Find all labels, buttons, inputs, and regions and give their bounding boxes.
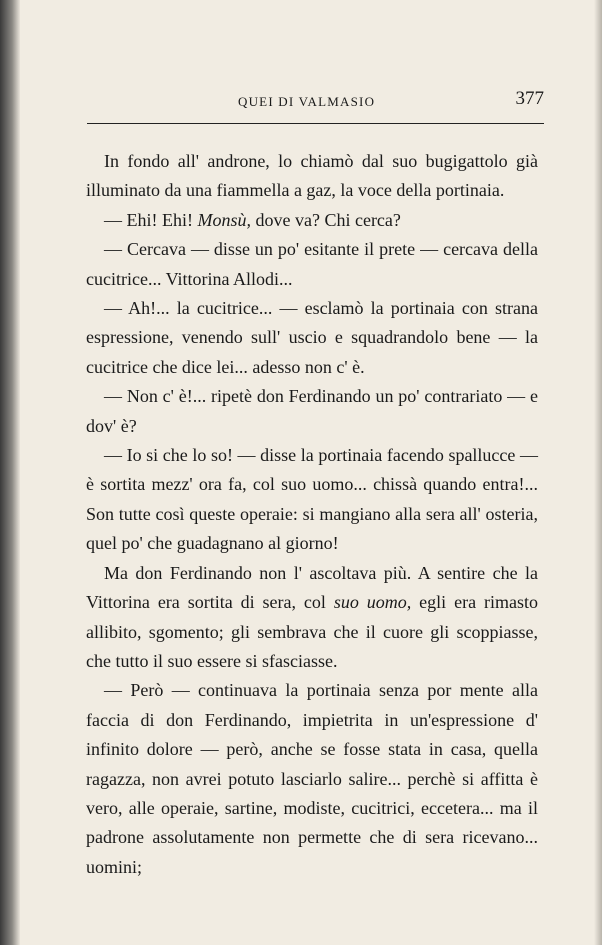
paragraph [86,206,538,235]
paragraph-text: egli era rimasto allibito, sgomento; gli sembrava che il cuore gli scoppiasse, che tutto il suo essere si sfasciasse. [86,592,538,671]
paragraph [86,441,538,559]
paragraph-text: — Non c' è!... ripetè don Ferdinando un po' contrariato — e dov' è? [86,386,538,436]
paragraph [86,294,538,382]
running-head [88,88,544,116]
paragraph [86,147,538,206]
page-edge-shadow [0,0,20,945]
paragraph [86,382,538,441]
paragraph-text: — Cercava — disse un po' esitante il prete — cercava della cucitrice... Vittorina Allodi... [86,239,538,289]
paragraph-text: — Però — continuava la portinaia senza por mente alla faccia di don Ferdinando, impietrita in un'espressione d' infinito dolore — però, anche se fosse stata in casa, quella ragazza, non avrei potuto lasciarlo salire... perchè si affitta è vero, alle operaie, sartine, modiste, cucitrici, eccetera... ma il padrone assolutamente non permette che di sera ricevano... uomini; [86,680,538,877]
page-number: 377 [515,88,544,109]
italic-text: suo uomo, [333,592,412,613]
paragraph-text: Ma don Ferdinando non l' ascoltava più. A sentire che la Vittorina era sortita di sera, col [86,562,538,613]
paragraph [86,676,538,882]
paragraph [86,235,538,294]
paragraph [86,559,538,677]
page-edge-right [594,0,602,945]
paragraph-text: — Ehi! Ehi! [104,209,198,230]
italic-text: Monsù, [197,209,251,230]
header-title: QUEI DI VALMASIO [238,94,376,109]
header-rule [87,123,544,124]
paragraph-text: — Ah!... la cucitrice... — esclamò la portinaia con strana espressione, venendo sull' uscio e squadrandolo bene — la cucitrice che dice lei... adesso non c' è. [86,298,538,377]
paragraph-text: dove va? Chi cerca? [250,209,401,230]
paragraph-text: In fondo all' androne, lo chiamò dal suo bugigattolo già illuminato da una fiammella a gaz, la voce della portinaia. [86,151,538,201]
text-body [86,147,538,882]
paragraph-text: — Io si che lo so! — disse la portinaia facendo spallucce — è sortita mezz' ora fa, col suo uomo... chissà quando entra!... Son tutte così queste operaie: si mangiano alla sera all' osteria, quel po' che guadagnano al giorno! [86,445,538,554]
